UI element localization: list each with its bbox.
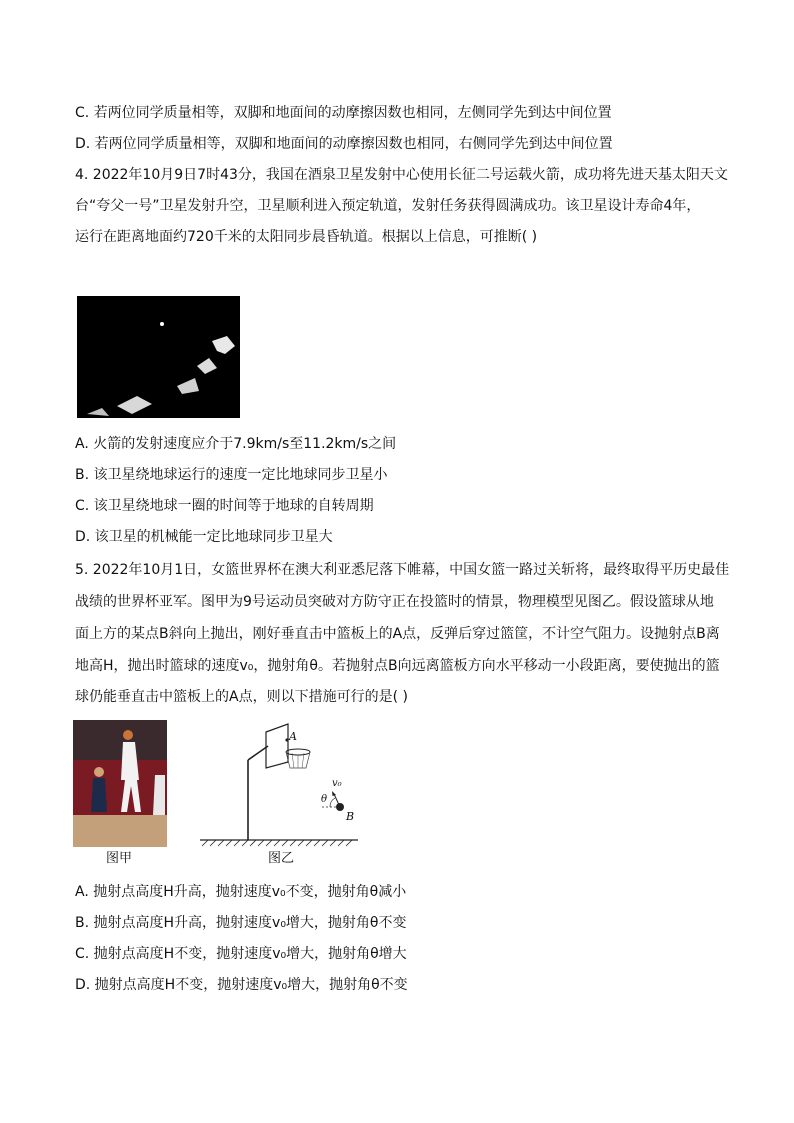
line-q5-option-b: B. 抛射点高度H升高，抛射速度v₀增大，抛射角θ不变 [75, 915, 407, 931]
line-q5-stem-2: 战绩的世界杯亚军。图甲为9号运动员突破对方防守正在投篮时的情景，物理模型见图乙。假设篮球从地 [75, 594, 714, 610]
label-point-b: B [346, 810, 355, 823]
line-q4-stem-3: 运行在距离地面约720千米的太阳同步晨昏轨道。根据以上信息，可推断( ) [75, 229, 538, 245]
line-q4-option-a: A. 火箭的发射速度应介于7.9km/s至11.2km/s之间 [75, 436, 397, 452]
label-point-a: A [289, 730, 297, 743]
line-q4-option-c: C. 该卫星绕地球一圈的时间等于地球的自转周期 [75, 498, 374, 514]
line-q4-stem-1: 4. 2022年10月9日7时43分，我国在酒泉卫星发射中心使用长征二号运载火箭，成功将先进天基太阳天文 [75, 167, 728, 183]
satellite-photo [77, 296, 240, 418]
label-theta: θ [321, 794, 328, 805]
line-q5-option-d: D. 抛射点高度H不变，抛射速度v₀增大，抛射角θ不变 [75, 977, 408, 993]
line-q4-option-d: D. 该卫星的机械能一定比地球同步卫星大 [75, 529, 333, 545]
basketball-photo [73, 720, 167, 847]
line-q3-option-d: D. 若两位同学质量相等，双脚和地面间的动摩擦因数也相同，右侧同学先到达中间位置 [75, 136, 613, 152]
line-q5-stem-4: 地高H，抛出时篮球的速度v₀，抛射角θ。若抛射点B向远离篮板方向水平移动一小段距离，要使抛出的篮 [75, 658, 720, 674]
label-v0: v₀ [332, 778, 342, 789]
line-q3-option-c: C. 若两位同学质量相等，双脚和地面间的动摩擦因数也相同，左侧同学先到达中间位置 [75, 105, 612, 121]
line-q4-option-b: B. 该卫星绕地球运行的速度一定比地球同步卫星小 [75, 467, 388, 483]
line-q5-option-a: A. 抛射点高度H升高，抛射速度v₀不变，抛射角θ减小 [75, 884, 407, 900]
figure-caption-a: 图甲 [106, 851, 133, 866]
line-q4-stem-2: 台“夸父一号”卫星发射升空，卫星顺利进入预定轨道，发射任务获得圆满成功。该卫星设计寿命4年， [75, 198, 701, 214]
line-q5-stem-3: 面上方的某点B斜向上抛出，刚好垂直击中篮板上的A点，反弹后穿过篮筐，不计空气阻力。设抛射点B离 [75, 626, 720, 642]
line-q5-stem-5: 球仍能垂直击中篮板上的A点，则以下措施可行的是( ) [75, 689, 408, 705]
line-q5-stem-1: 5. 2022年10月1日，女篮世界杯在澳大利亚悉尼落下帷幕，中国女篮一路过关斩将，最终取得平历史最佳 [75, 562, 730, 578]
line-q5-option-c: C. 抛射点高度H不变，抛射速度v₀增大，抛射角θ增大 [75, 946, 407, 962]
projectile-diagram [196, 718, 361, 848]
figure-caption-b: 图乙 [268, 851, 295, 866]
